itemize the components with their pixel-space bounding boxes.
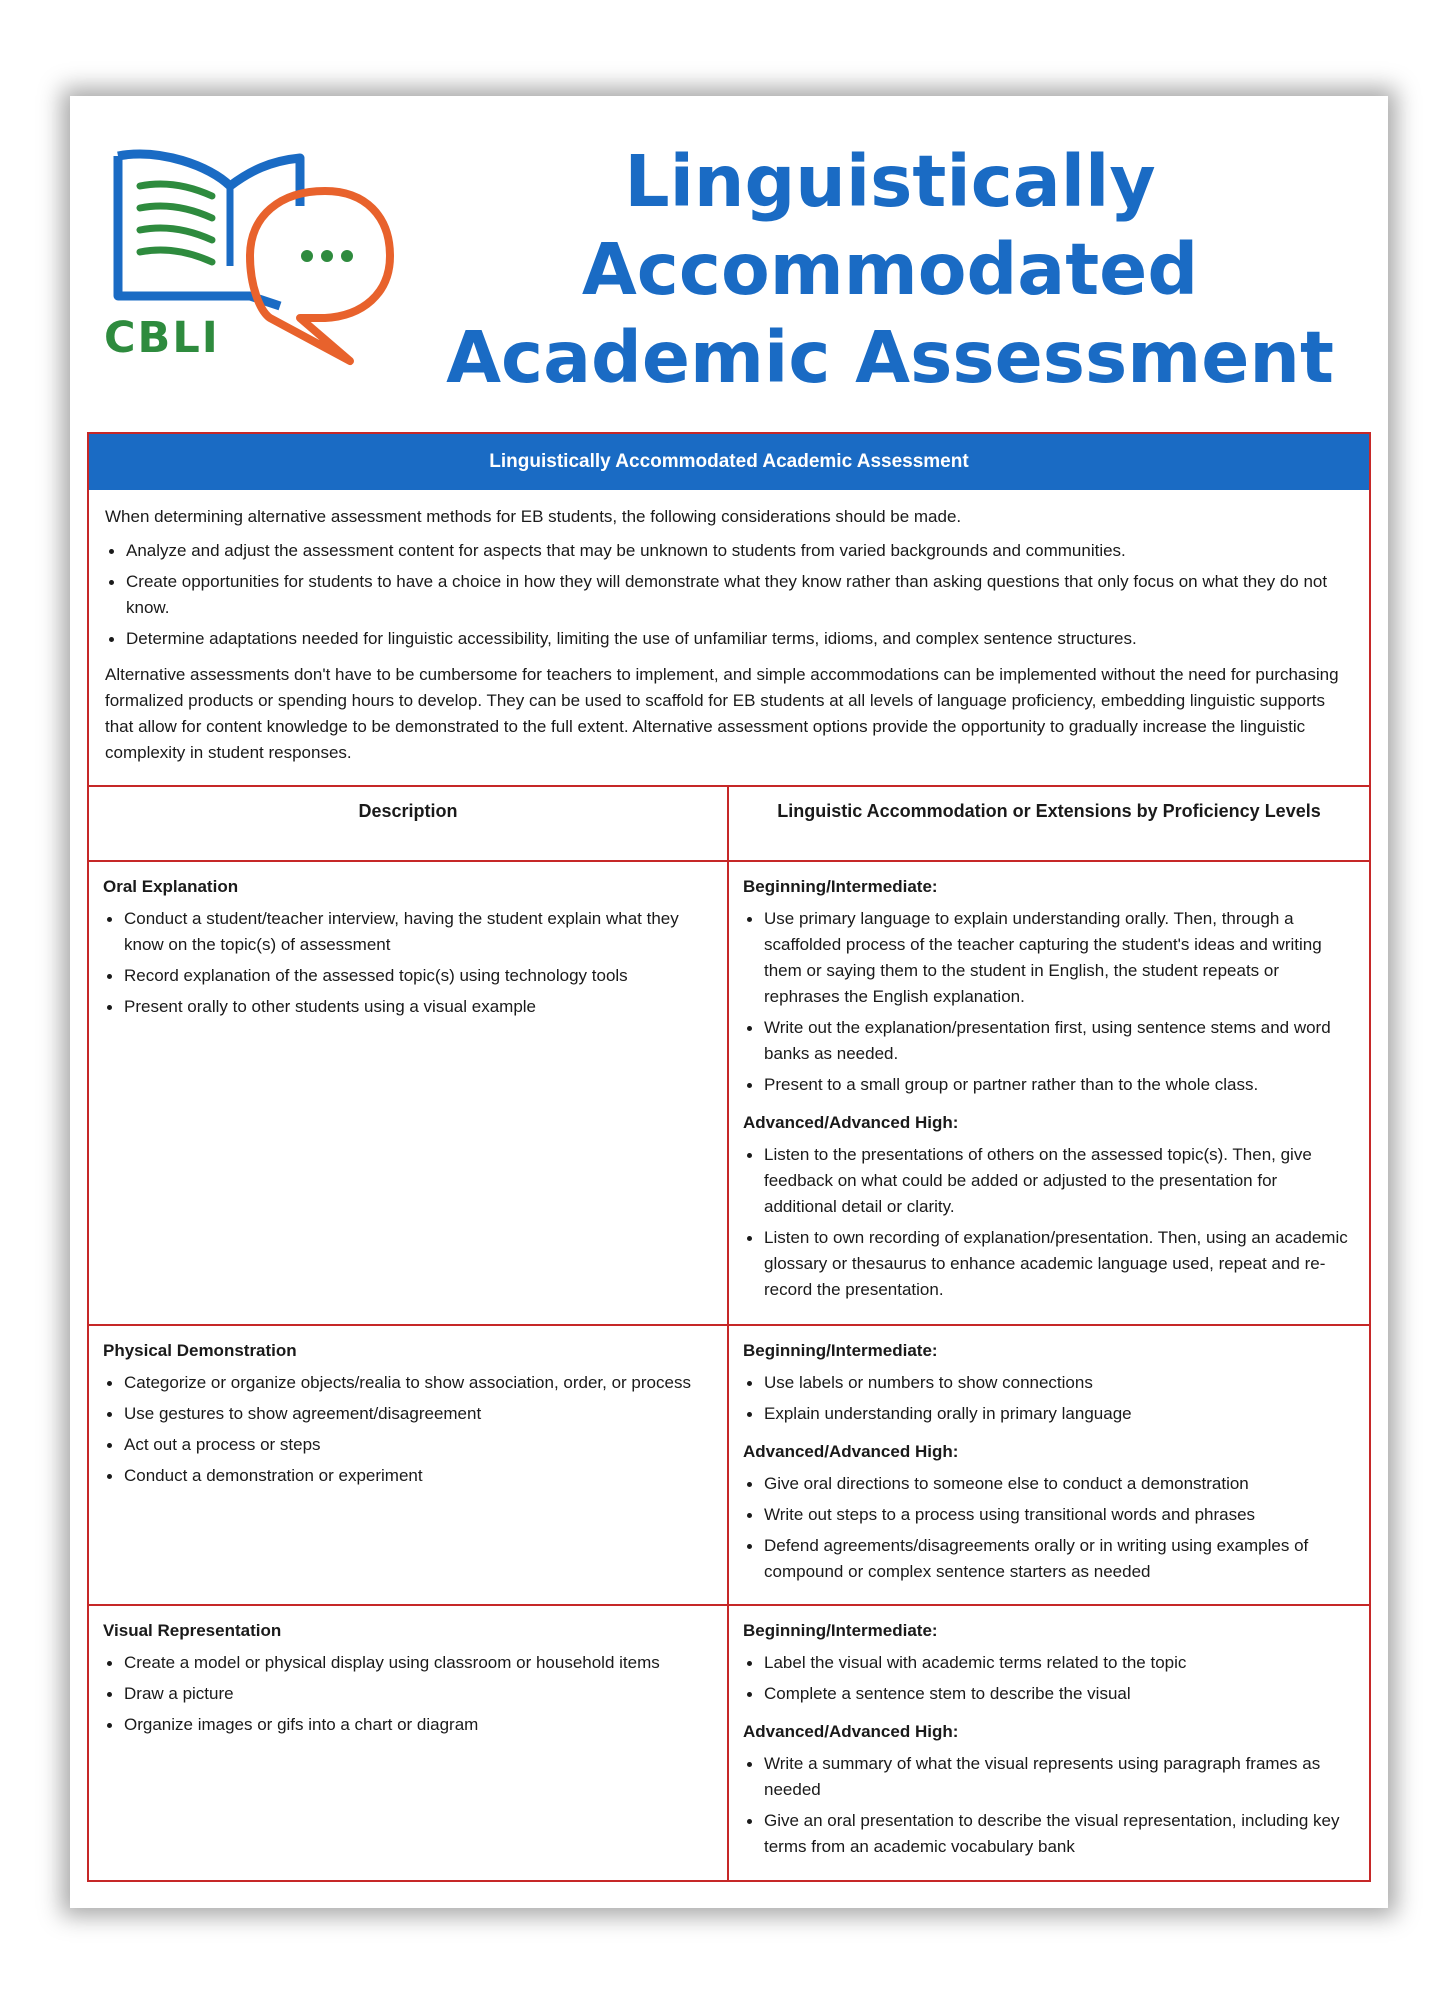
list-item: Complete a sentence stem to describe the visual (743, 1681, 1349, 1707)
beginning-list (743, 906, 1349, 1098)
list-item: Draw a picture (103, 1681, 711, 1707)
description-list (103, 906, 711, 1020)
list-item: Defend agreements/disagreements orally or in writing using examples of compound or complex sentence starters as needed (743, 1533, 1349, 1585)
intro-section (89, 490, 1369, 787)
list-item: Write a summary of what the visual represents using paragraph frames as needed (743, 1751, 1349, 1803)
description-list (103, 1650, 711, 1738)
advanced-label: Advanced/Advanced High: (743, 1113, 959, 1132)
list-item: Give oral directions to someone else to conduct a demonstration (743, 1471, 1349, 1497)
beginning-label: Beginning/Intermediate: (743, 1621, 938, 1640)
advanced-list (743, 1142, 1349, 1303)
title-line-1: Linguistically (624, 140, 1156, 223)
beginning-label: Beginning/Intermediate: (743, 1341, 938, 1360)
title-line-3: Academic Assessment (446, 316, 1334, 399)
description-cell (89, 1606, 729, 1882)
list-item: Categorize or organize objects/realia to show association, order, or process (103, 1370, 711, 1396)
list-item: Listen to the presentations of others on the assessed topic(s). Then, give feedback on what could be added or adjusted to the presentation for additional detail or clarity. (743, 1142, 1349, 1220)
page-title (410, 138, 1370, 402)
list-item: Write out the explanation/presentation first, using sentence stems and word banks as needed. (743, 1015, 1349, 1067)
list-item: Write out steps to a process using transitional words and phrases (743, 1502, 1349, 1528)
row-title: Oral Explanation (103, 877, 239, 896)
list-item: Use gestures to show agreement/disagreement (103, 1401, 711, 1427)
list-item: Organize images or gifs into a chart or diagram (103, 1712, 711, 1738)
row-title: Visual Representation (103, 1621, 282, 1640)
advanced-list (743, 1751, 1349, 1860)
list-item: Present to a small group or partner rather than to the whole class. (743, 1072, 1349, 1098)
list-item: Label the visual with academic terms related to the topic (743, 1650, 1349, 1676)
assessment-table (87, 432, 1371, 1882)
list-item: Conduct a demonstration or experiment (103, 1463, 711, 1489)
table-row (89, 1606, 1369, 1882)
accommodation-cell (729, 1326, 1369, 1604)
table-header-band: Linguistically Accommodated Academic Assessment (89, 434, 1369, 490)
intro-lead: When determining alternative assessment methods for EB students, the following considerations should be made. (105, 507, 962, 526)
description-cell (89, 862, 729, 1324)
accommodation-cell (729, 862, 1369, 1324)
description-cell (89, 1326, 729, 1604)
advanced-list (743, 1471, 1349, 1585)
description-list (103, 1370, 711, 1489)
list-item: Create opportunities for students to have a choice in how they will demonstrate what they know rather than asking questions that only focus on what they do not know. (105, 569, 1353, 621)
accommodation-cell (729, 1606, 1369, 1882)
column-header-description: Description (89, 787, 729, 860)
list-item: Use labels or numbers to show connections (743, 1370, 1349, 1396)
list-item: Determine adaptations needed for linguistic accessibility, limiting the use of unfamiliar terms, idioms, and complex sentence structures. (105, 626, 1353, 652)
list-item: Conduct a student/teacher interview, having the student explain what they know on the topic(s) of assessment (103, 906, 711, 958)
list-item: Explain understanding orally in primary language (743, 1401, 1349, 1427)
beginning-label: Beginning/Intermediate: (743, 877, 938, 896)
table-row (89, 862, 1369, 1326)
intro-closing: Alternative assessments don't have to be cumbersome for teachers to implement, and simple accommodations can be implemented without the need for purchasing formalized products or spending hours to develop. They can be used to scaffold for EB students at all levels of language proficiency, embedding linguistic supports that allow for content knowledge to be demonstrated to the full extent. Alternative assessment options provide the opportunity to gradually increase the linguistic complexity in student responses. (105, 665, 1339, 762)
list-item: Give an oral presentation to describe the visual representation, including key terms from an academic vocabulary bank (743, 1808, 1349, 1860)
column-header-accommodation: Linguistic Accommodation or Extensions by Proficiency Levels (777, 801, 1321, 821)
advanced-label: Advanced/Advanced High: (743, 1722, 959, 1741)
table-row (89, 1326, 1369, 1606)
document-page (70, 96, 1388, 1908)
column-headers (89, 787, 1369, 862)
list-item: Act out a process or steps (103, 1432, 711, 1458)
list-item: Record explanation of the assessed topic(s) using technology tools (103, 963, 711, 989)
advanced-label: Advanced/Advanced High: (743, 1442, 959, 1461)
beginning-list (743, 1370, 1349, 1427)
intro-bullets (105, 538, 1353, 652)
list-item: Present orally to other students using a visual example (103, 994, 711, 1020)
row-title: Physical Demonstration (103, 1341, 297, 1360)
list-item: Listen to own recording of explanation/presentation. Then, using an academic glossary or thesaurus to enhance academic language used, repeat and re-record the presentation. (743, 1225, 1349, 1303)
list-item: Analyze and adjust the assessment content for aspects that may be unknown to students from varied backgrounds and communities. (105, 538, 1353, 564)
title-line-2: Accommodated (581, 228, 1199, 311)
list-item: Use primary language to explain understanding orally. Then, through a scaffolded process of the teacher capturing the student's ideas and writing them or saying them to the student in English, the student repeats or rephrases the English explanation. (743, 906, 1349, 1010)
list-item: Create a model or physical display using classroom or household items (103, 1650, 711, 1676)
beginning-list (743, 1650, 1349, 1707)
logo-text: CBLI (104, 313, 220, 363)
